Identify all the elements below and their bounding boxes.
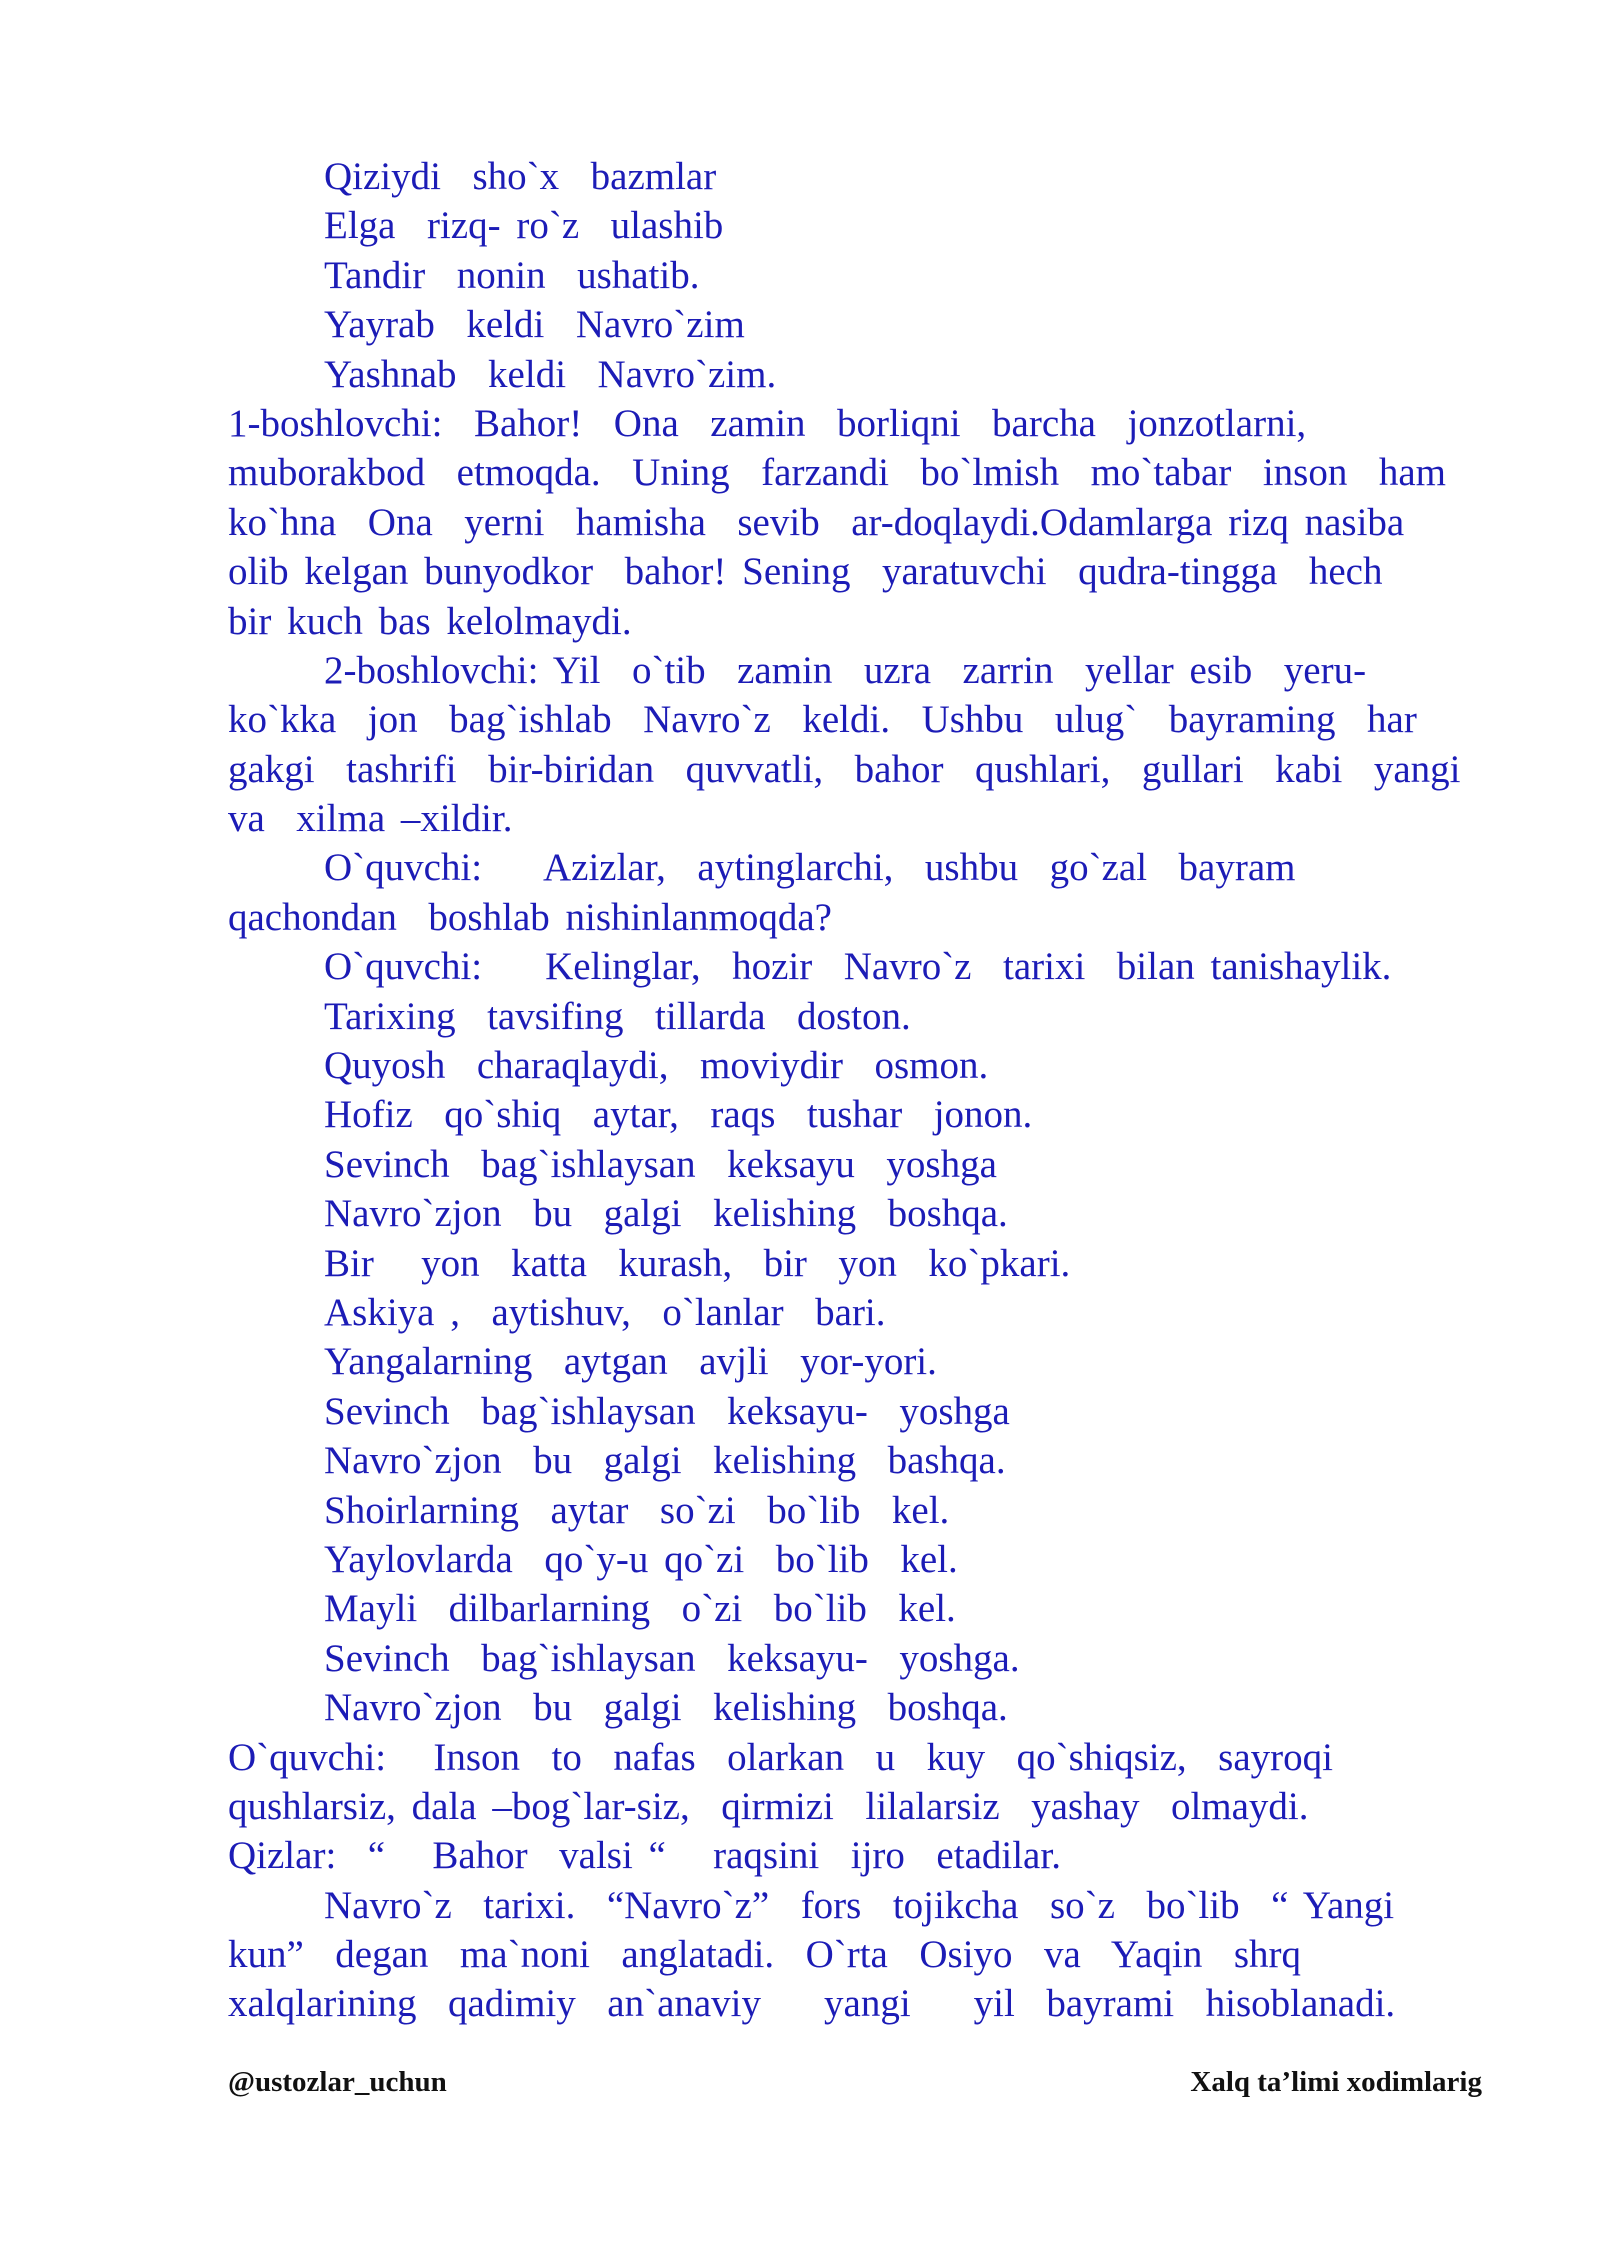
poem-line: Mayli dilbarlarning o`zi bo`lib kel. <box>324 1587 956 1631</box>
poem-line: Qiziydi sho`x bazmlar <box>324 155 717 198</box>
poem-line: Yangalarning aytgan avjli yor-yori. <box>324 1340 937 1384</box>
poem-line: Sevinch bag`ishlaysan keksayu- yoshga. <box>324 1636 1020 1680</box>
paragraph-line: gakgi tashrifi bir-biridan quvvatli, bahor qushlari, gullari kabi yangi <box>228 747 1461 791</box>
poem-line: Hofiz qo`shiq aytar, raqs tushar jonon. <box>324 1093 1033 1137</box>
document-body <box>228 152 1488 2029</box>
paragraph-line: O`quvchi: Inson to nafas olarkan u kuy qo`shiqsiz, sayroqi <box>228 1735 1333 1779</box>
poem-line: Quyosh charaqlaydi, moviydir osmon. <box>324 1044 989 1088</box>
poem-line: Yayrab keldi Navro`zim <box>324 303 745 347</box>
poem-line: Navro`zjon bu galgi kelishing boshqa. <box>324 1686 1008 1730</box>
paragraph-line: va xilma –xildir. <box>228 797 513 841</box>
poem-line: Tandir nonin ushatib. <box>324 253 700 297</box>
paragraph-line: xalqlarining qadimiy an`anaviy yangi yil bayrami hisoblanadi. <box>228 1982 1396 2026</box>
paragraph-line: olib kelgan bunyodkor bahor! Sening yaratuvchi qudra-tingga hech <box>228 550 1383 594</box>
poem-line: Bir yon katta kurash, bir yon ko`pkari. <box>324 1241 1071 1285</box>
paragraph-line: kun” degan ma`noni anglatadi. O`rta Osiyo va Yaqin shrq <box>228 1933 1301 1977</box>
poem-line: Sevinch bag`ishlaysan keksayu yoshga <box>324 1142 997 1186</box>
poem-line: Elga rizq- ro`z ulashib <box>324 204 724 248</box>
paragraph-line: 1-boshlovchi: Bahor! Ona zamin borliqni barcha jonzotlarni, <box>228 401 1307 445</box>
footer-source-label: Xalq ta’limi xodimlarig <box>1190 2066 1482 2098</box>
paragraph-line: Navro`z tarixi. “Navro`z” fors tojikcha so`z bo`lib “ Yangi <box>324 1883 1395 1927</box>
paragraph-line: qachondan boshlab nishinlanmoqda? <box>228 895 832 939</box>
paragraph-line: O`quvchi: Kelinglar, hozir Navro`z tarixi bilan tanishaylik. <box>324 945 1392 989</box>
paragraph-line: muborakbod etmoqda. Uning farzandi bo`lmish mo`tabar inson ham <box>228 451 1447 495</box>
paragraph-line: bir kuch bas kelolmaydi. <box>228 599 632 643</box>
paragraph-line: Qizlar: “ Bahor valsi “ raqsini ijro etadilar. <box>228 1834 1061 1878</box>
poem-line: Askiya , aytishuv, o`lanlar bari. <box>324 1290 886 1334</box>
footer-channel-handle: @ustozlar_uchun <box>228 2066 447 2098</box>
poem-line: Shoirlarning aytar so`zi bo`lib kel. <box>324 1488 950 1532</box>
paragraph-line: O`quvchi: Azizlar, aytinglarchi, ushbu go`zal bayram <box>324 846 1296 890</box>
poem-line: Navro`zjon bu galgi kelishing bashqa. <box>324 1439 1006 1483</box>
paragraph-line: qushlarsiz, dala –bog`lar-siz, qirmizi lilalarsiz yashay olmaydi. <box>228 1784 1309 1828</box>
paragraph-line: ko`kka jon bag`ishlab Navro`z keldi. Ushbu ulug` bayraming har <box>228 698 1417 742</box>
poem-line: Sevinch bag`ishlaysan keksayu- yoshga <box>324 1389 1010 1433</box>
poem-line: Yaylovlarda qo`y-u qo`zi bo`lib kel. <box>324 1537 958 1581</box>
poem-line: Navro`zjon bu galgi kelishing boshqa. <box>324 1192 1008 1236</box>
paragraph-line: 2-boshlovchi: Yil o`tib zamin uzra zarrin yellar esib yeru- <box>324 648 1367 692</box>
paragraph-line: ko`hna Ona yerni hamisha sevib ar-doqlaydi.Odamlarga rizq nasiba <box>228 500 1405 544</box>
poem-line: Yashnab keldi Navro`zim. <box>324 352 777 396</box>
poem-line: Tarixing tavsifing tillarda doston. <box>324 994 911 1038</box>
